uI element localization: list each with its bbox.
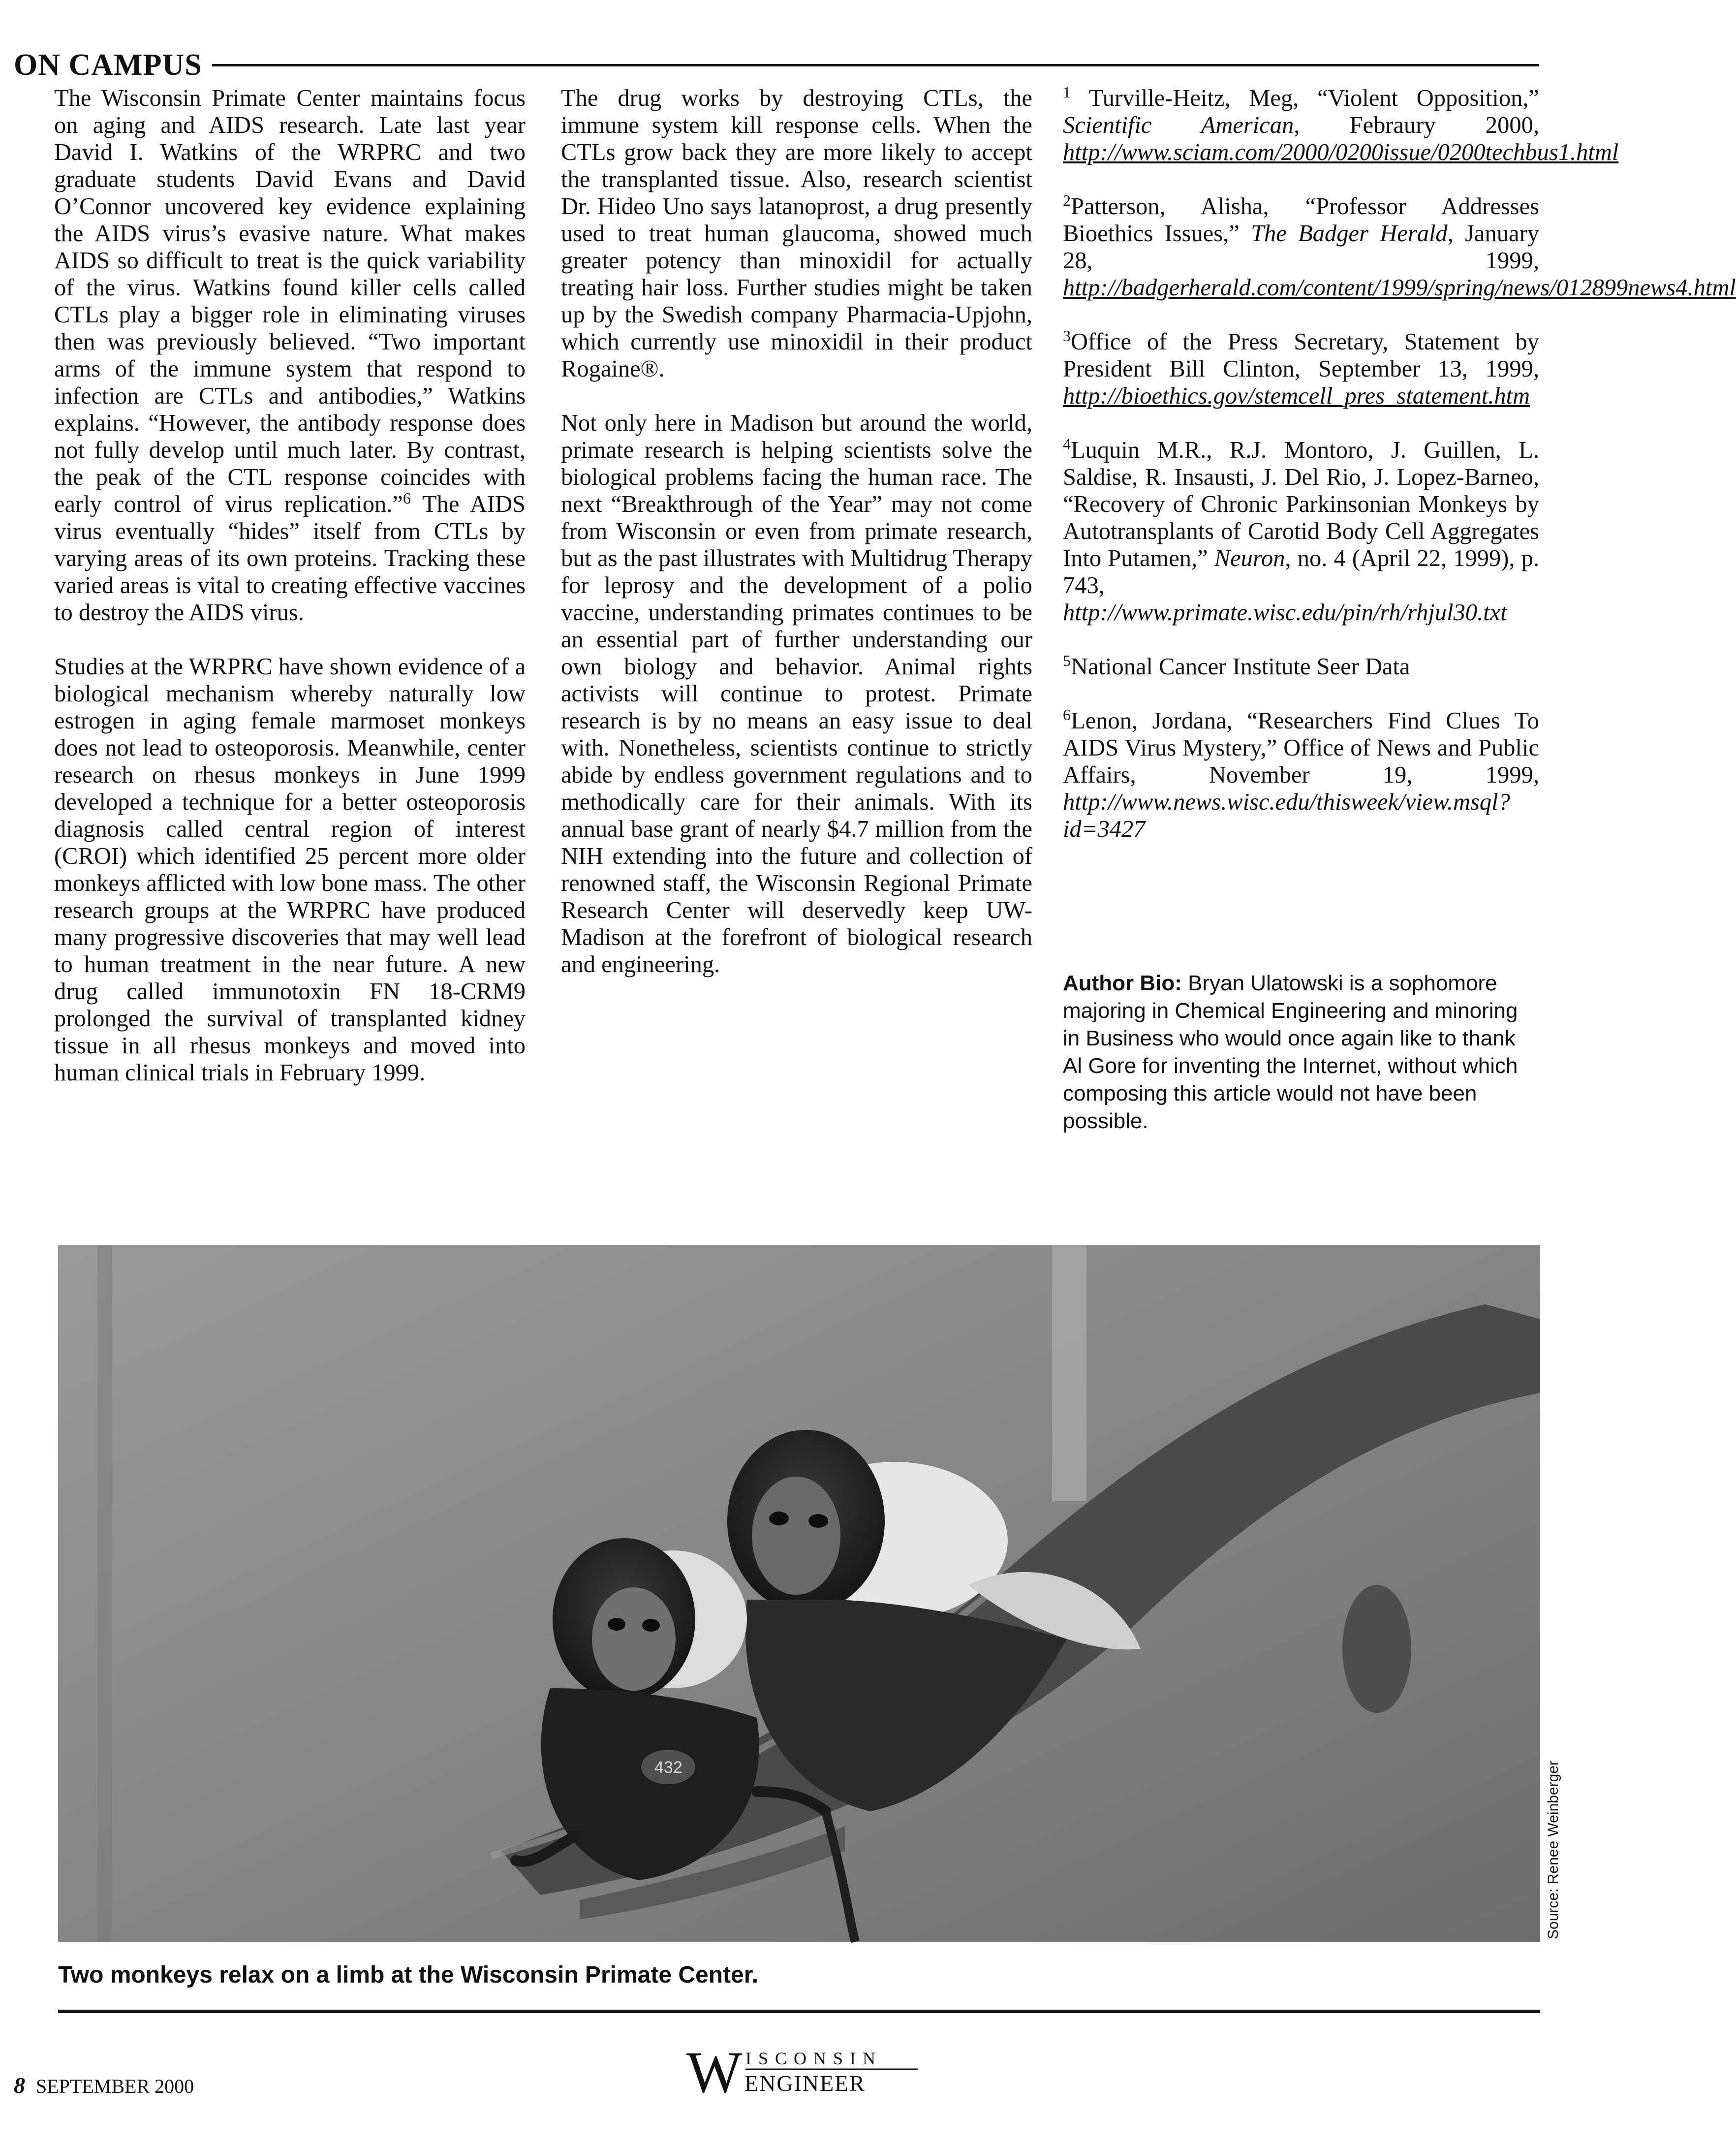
section-rule [212, 64, 1539, 66]
footnote: $^1$ Turville-Heitz, Meg, “Violent Opposition,” Scientific American, Febraury 2000, http://www.sciam.com/2000/0200issue/0200techbus1.html [1063, 83, 1619, 165]
logo-line-2: ENGINEER [744, 2071, 866, 2096]
page-number: 8 [14, 2073, 25, 2098]
article-paragraph: The drug works by destroying CTLs, the immune system kill response cells. When the CTLs grow back they are more likely to accept the transplanted tissue. Also, research scientist Dr. Hideo Uno says latanoprost, a drug presently used to treat human glaucoma, showed much greater potency than minoxidil for actually treating hair loss. Further studies might be taken up by the Swedish company Pharmacia-Upjohn, which currently use minoxidil in their product Rogaine®. [561, 85, 1032, 382]
article-column-2 [561, 85, 1032, 1005]
article-column-1 [54, 85, 526, 1113]
issue-date: SEPTEMBER 2000 [36, 2075, 194, 2097]
author-bio-text: Bryan Ulatowski is a sophomore majoring in Chemical Engineering and minoring in Business who would once again like to thank Al Gore for inventing the Internet, without which composing this article would not have been possible. [1063, 971, 1518, 1133]
article-paragraph: Studies at the WRPRC have shown evidence of a biological mechanism whereby naturally low estrogen in aging female marmoset monkeys does not lead to osteoporosis. Meanwhile, center research on rhesus monkeys in June 1999 developed a technique for a better osteoporosis diagnosis called central region of interest (CROI) which identified 25 percent more older monkeys afflicted with low bone mass. The other research groups at the WRPRC have produced many progressive discoveries that may well lead to human treatment in the near future. A new drug called immunotoxin FN 18-CRM9 prolonged the survival of transplanted kidney tissue in all rhesus monkeys and moved into human clinical trials in February 1999. [54, 654, 526, 1086]
article-paragraph: Not only here in Madison but around the world, primate research is helping scientists solve the biological problems facing the human race. The next “Breakthrough of the Year” may not come from Wisconsin or even from primate research, but as the past illustrates with Multidrug Therapy for leprosy and the development of a polio vaccine, understanding primates continues to be an essential part of further understanding our own biology and behavior. Animal rights activists will continue to protest. Primate research is by no means an easy issue to deal with. Nonetheless, scientists continue to strictly abide by endless government regulations and to methodically care for their animals. With its annual base grant of nearly $4.7 million from the NIH extending into the future and collection of renowned staff, the Wisconsin Regional Primate Research Center will deservedly keep UW-Madison at the forefront of biological research and engineering. [561, 410, 1032, 978]
footnote: $^5$National Cancer Institute Seer Data [1063, 651, 1410, 680]
photo-illustration [58, 1245, 1540, 1942]
footnotes-column [1063, 83, 1736, 870]
author-bio [1063, 970, 1539, 1135]
footnote-link[interactable]: http://www.sciam.com/2000/0200issue/0200techbus1.html [1063, 139, 1619, 165]
page-footer [14, 2072, 194, 2098]
logo-letter: W [686, 2039, 743, 2105]
footnote: $^3$Office of the Press Secretary, Statement by President Bill Clinton, September 13, 1999, http://bioethics.gov/stemcell_pres_statement.htm [1063, 326, 1539, 409]
section-header [14, 45, 1539, 85]
footnote-ref: 6 [403, 489, 411, 507]
footnote-link[interactable]: http://www.primate.wisc.edu/pin/rh/rhjul30.txt [1063, 600, 1507, 626]
footnote: $^2$Patterson, Alisha, “Professor Addresses Bioethics Issues,” The Badger Herald, January 28, 1999, http://badgerherald.com/content/1999/spring/news/012899news4.html [1063, 191, 1736, 301]
footnote: $^6$Lenon, Jordana, “Researchers Find Clues To AIDS Virus Mystery,” Office of News and Public Affairs, November 19, 1999, http://www.news.wisc.edu/thisweek/view.msql?id=3427 [1063, 705, 1539, 842]
footnote-link[interactable]: http://badgerherald.com/content/1999/spring/news/012899news4.html [1063, 275, 1736, 301]
footnote-link[interactable]: http://www.news.wisc.edu/thisweek/view.msql?id=3427 [1063, 789, 1510, 842]
author-bio-label: Author Bio: [1063, 971, 1182, 995]
photo-credit: Source: Renee Weinberger [1545, 1761, 1561, 1939]
ear-tag-number: 432 [654, 1758, 682, 1777]
logo-line-1: ISCONSIN [745, 2049, 883, 2068]
footnote-link[interactable]: http://bioethics.gov/stemcell_pres_statement.htm [1063, 383, 1530, 409]
article-paragraph: The Wisconsin Primate Center maintains focus on aging and AIDS research. Late last year David I. Watkins of the WRPRC and two graduate students David Evans and David O’Connor uncovered key evidence explaining the AIDS virus’s evasive nature. What makes AIDS so difficult to treat is the quick variability of the virus. Watkins found killer cells called CTLs play a bigger role in eliminating viruses then was previously believed. “Two important arms of the immune system that respond to infection are CTLs and antibodies,” Watkins explains. “However, the antibody response does not fully develop until much later. By contrast, the peak of the CTL response coincides with early control of virus replication.”$^6$ The AIDS virus eventually “hides” itself from CTLs by varying areas of its own proteins. Tracking these varied areas is vital to creating effective vaccines to destroy the AIDS virus. [54, 85, 526, 626]
section-title: ON CAMPUS [14, 48, 202, 82]
marmoset-photo [58, 1245, 1540, 1942]
footnote: $^4$Luquin M.R., R.J. Montoro, J. Guillen, L. Saldise, R. Insausti, J. Del Rio, J. Lopez-Barneo, “Recovery of Chronic Parkinsonian Monkeys by Autotransplants of Carotid Body Cell Aggregates Into Putamen,” Neuron, no. 4 (April 22, 1999), p. 743, http://www.primate.wisc.edu/pin/rh/rhjul30.txt [1063, 435, 1539, 626]
wisconsin-engineer-logo [686, 2039, 918, 2105]
bottom-rule [58, 2010, 1540, 2013]
photo-caption: Two monkeys relax on a limb at the Wisconsin Primate Center. [58, 1962, 759, 1988]
